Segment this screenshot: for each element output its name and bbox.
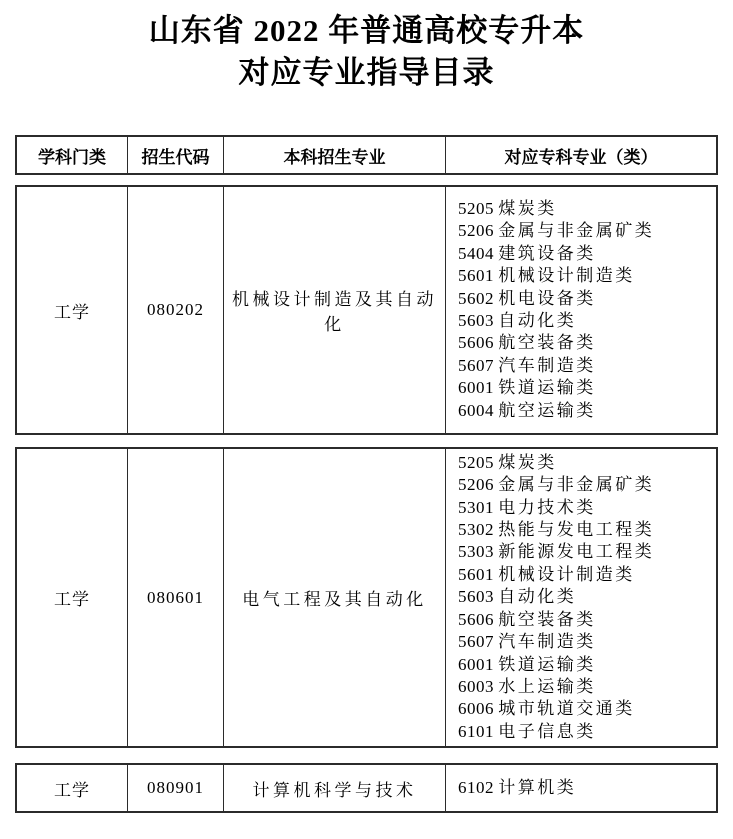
subject-category-cell: 工学 xyxy=(54,302,90,322)
vocational-major-item: 5603 自动化类 xyxy=(458,587,577,607)
vocational-majors-cell xyxy=(445,449,716,746)
vocational-major-item: 5303 新能源发电工程类 xyxy=(458,542,655,562)
header-vocational-majors: 对应专科专业（类） xyxy=(445,137,716,173)
vocational-majors-cell xyxy=(445,765,716,811)
document-title xyxy=(0,0,733,94)
table-row xyxy=(15,185,718,435)
vocational-major-item: 6006 城市轨道交通类 xyxy=(458,699,635,719)
vocational-major-item: 6101 电子信息类 xyxy=(458,721,596,741)
undergrad-major-cell: 计算机科学与技术 xyxy=(223,765,445,811)
vocational-major-item: 6004 航空运输类 xyxy=(458,400,596,420)
enrollment-code-cell: 080901 xyxy=(127,765,223,811)
vocational-major-item: 5603 自动化类 xyxy=(458,311,577,330)
vocational-majors-cell xyxy=(445,187,716,433)
subject-category-cell: 工学 xyxy=(54,780,90,800)
vocational-major-item: 5606 航空装备类 xyxy=(458,333,596,353)
undergrad-major-cell: 电气工程及其自动化 xyxy=(223,449,445,746)
vocational-major-item: 5302 热能与发电工程类 xyxy=(458,520,655,540)
vocational-major-item: 6003 水上运输类 xyxy=(458,676,596,696)
vocational-major-item: 6001 铁道运输类 xyxy=(458,654,596,674)
vocational-major-item: 5206 金属与非金属矿类 xyxy=(458,475,655,495)
vocational-major-item: 6001 铁道运输类 xyxy=(458,378,596,398)
vocational-major-item: 5607 汽车制造类 xyxy=(458,355,596,375)
document-title-line1: 山东省 2022 年普通高校专升本 xyxy=(148,13,585,48)
vocational-major-item: 5205 煤炭类 xyxy=(458,198,557,218)
document-title-line2: 对应专业指导目录 xyxy=(238,55,495,90)
vocational-major-item: 5602 机电设备类 xyxy=(458,288,596,308)
enrollment-code-cell: 080202 xyxy=(127,187,223,433)
undergrad-major-cell: 机械设计制造及其自动化 xyxy=(223,187,445,433)
vocational-major-item: 5206 金属与非金属矿类 xyxy=(458,221,655,241)
header-subject-category: 学科门类 xyxy=(38,147,106,167)
vocational-major-item: 5607 汽车制造类 xyxy=(458,632,596,652)
header-undergrad-major: 本科招生专业 xyxy=(223,137,445,173)
vocational-major-item: 5301 电力技术类 xyxy=(458,497,596,517)
vocational-major-item: 5404 建筑设备类 xyxy=(458,243,596,263)
vocational-major-item: 5205 煤炭类 xyxy=(458,452,557,472)
table-header-row xyxy=(15,135,718,175)
subject-category-cell: 工学 xyxy=(54,590,90,609)
table-row xyxy=(15,763,718,813)
table-row xyxy=(15,447,718,748)
vocational-major-item: 5601 机械设计制造类 xyxy=(458,266,635,286)
enrollment-code-cell: 080601 xyxy=(127,449,223,746)
vocational-major-item: 5606 航空装备类 xyxy=(458,609,596,629)
vocational-major-item: 6102 计算机类 xyxy=(458,777,577,797)
header-enrollment-code: 招生代码 xyxy=(127,137,223,173)
vocational-major-item: 5601 机械设计制造类 xyxy=(458,564,635,584)
